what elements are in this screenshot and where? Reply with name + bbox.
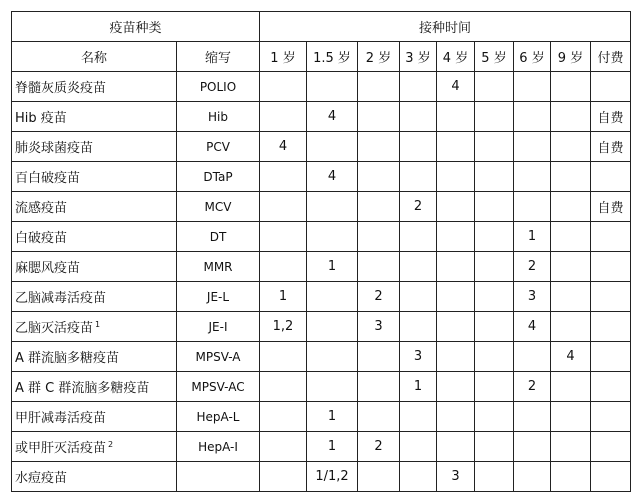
table-row bbox=[12, 432, 631, 462]
paid-cell bbox=[591, 222, 631, 252]
dose-cell bbox=[400, 462, 437, 492]
vaccine-abbr-cell: DT bbox=[177, 222, 260, 252]
dose-cell bbox=[260, 162, 307, 192]
dose-cell bbox=[475, 102, 514, 132]
dose-cell: 4 bbox=[307, 162, 358, 192]
dose-cell: 1 bbox=[307, 432, 358, 462]
paid-cell bbox=[591, 462, 631, 492]
dose-cell bbox=[551, 72, 591, 102]
vaccine-name: 流感疫苗 bbox=[15, 201, 68, 216]
table-row bbox=[12, 372, 631, 402]
vaccine-name-cell bbox=[12, 222, 177, 252]
table-row bbox=[12, 132, 631, 162]
dose-cell: 3 bbox=[400, 342, 437, 372]
vaccine-name: 肺炎球菌疫苗 bbox=[15, 141, 94, 156]
dose-cell: 4 bbox=[307, 102, 358, 132]
dose-cell bbox=[358, 72, 400, 102]
paid-cell bbox=[591, 282, 631, 312]
dose-cell bbox=[307, 312, 358, 342]
dose-cell bbox=[358, 402, 400, 432]
dose-cell bbox=[475, 282, 514, 312]
vaccine-schedule bbox=[11, 11, 631, 492]
dose-cell bbox=[475, 312, 514, 342]
dose-cell: 4 bbox=[551, 342, 591, 372]
dose-cell bbox=[551, 102, 591, 132]
dose-cell bbox=[475, 222, 514, 252]
vaccine-abbr-cell: POLIO bbox=[177, 72, 260, 102]
vaccine-name: 麻腮风疫苗 bbox=[15, 261, 81, 276]
dose-cell bbox=[400, 132, 437, 162]
vaccine-name: 或甲肝灭活疫苗 bbox=[15, 441, 107, 456]
dose-cell bbox=[475, 342, 514, 372]
dose-cell bbox=[551, 282, 591, 312]
vaccine-abbr-cell: HepA-I bbox=[177, 432, 260, 462]
dose-cell bbox=[358, 102, 400, 132]
vaccine-name-cell bbox=[12, 372, 177, 402]
vaccine-name-cell bbox=[12, 462, 177, 492]
table-row bbox=[12, 312, 631, 342]
header-row-top bbox=[12, 12, 631, 42]
footnote-marker: 2 bbox=[108, 440, 114, 449]
vaccine-abbr-cell: MPSV-AC bbox=[177, 372, 260, 402]
dose-cell bbox=[260, 192, 307, 222]
vaccine-abbr-cell: HepA-L bbox=[177, 402, 260, 432]
vaccine-abbr-cell: MPSV-A bbox=[177, 342, 260, 372]
dose-cell bbox=[400, 312, 437, 342]
dose-cell bbox=[551, 222, 591, 252]
dose-cell bbox=[514, 132, 551, 162]
vaccine-name-cell bbox=[12, 252, 177, 282]
dose-cell: 2 bbox=[514, 252, 551, 282]
dose-cell bbox=[551, 312, 591, 342]
dose-cell bbox=[307, 72, 358, 102]
paid-cell bbox=[591, 372, 631, 402]
dose-cell: 2 bbox=[400, 192, 437, 222]
dose-cell bbox=[437, 192, 475, 222]
age-column-header: 4 岁 bbox=[437, 42, 475, 72]
table-row bbox=[12, 222, 631, 252]
age-column-header: 9 岁 bbox=[551, 42, 591, 72]
vaccine-name-cell bbox=[12, 282, 177, 312]
dose-cell bbox=[475, 132, 514, 162]
dose-cell: 1 bbox=[260, 282, 307, 312]
dose-cell: 2 bbox=[358, 432, 400, 462]
vaccine-name-cell bbox=[12, 402, 177, 432]
dose-cell bbox=[307, 192, 358, 222]
table-row bbox=[12, 162, 631, 192]
dose-cell: 3 bbox=[514, 282, 551, 312]
table-row bbox=[12, 342, 631, 372]
dose-cell: 1 bbox=[307, 252, 358, 282]
table-row bbox=[12, 252, 631, 282]
vaccine-name-cell bbox=[12, 132, 177, 162]
dose-cell bbox=[260, 102, 307, 132]
dose-cell bbox=[358, 222, 400, 252]
vaccine-name-cell bbox=[12, 102, 177, 132]
dose-cell bbox=[475, 372, 514, 402]
dose-cell bbox=[400, 402, 437, 432]
dose-cell bbox=[437, 312, 475, 342]
vaccine-name: 乙脑灭活疫苗 bbox=[15, 321, 94, 336]
table-row bbox=[12, 402, 631, 432]
dose-cell bbox=[437, 102, 475, 132]
paid-cell: 自费 bbox=[591, 102, 631, 132]
vaccine-name-cell bbox=[12, 72, 177, 102]
dose-cell bbox=[437, 252, 475, 282]
dose-cell: 1/1,2 bbox=[307, 462, 358, 492]
vaccine-schedule-table bbox=[11, 11, 631, 492]
dose-cell bbox=[475, 252, 514, 282]
dose-cell bbox=[551, 252, 591, 282]
dose-cell: 1 bbox=[400, 372, 437, 402]
dose-cell bbox=[475, 462, 514, 492]
vaccine-types-header: 疫苗种类 bbox=[12, 12, 260, 42]
table-row bbox=[12, 282, 631, 312]
dose-cell: 1 bbox=[307, 402, 358, 432]
vaccine-abbr-cell: JE-L bbox=[177, 282, 260, 312]
dose-cell bbox=[358, 372, 400, 402]
dose-cell bbox=[437, 282, 475, 312]
vaccine-abbr-cell: PCV bbox=[177, 132, 260, 162]
dose-cell bbox=[551, 192, 591, 222]
dose-cell bbox=[400, 162, 437, 192]
dose-cell: 2 bbox=[358, 282, 400, 312]
dose-cell: 2 bbox=[514, 372, 551, 402]
dose-cell bbox=[475, 192, 514, 222]
dose-cell bbox=[260, 72, 307, 102]
dose-cell bbox=[514, 432, 551, 462]
dose-cell bbox=[307, 342, 358, 372]
dose-cell: 1,2 bbox=[260, 312, 307, 342]
age-column-header: 2 岁 bbox=[358, 42, 400, 72]
vaccine-name: 脊髓灰质炎疫苗 bbox=[15, 81, 107, 96]
age-column-header: 5 岁 bbox=[475, 42, 514, 72]
name-column-header: 名称 bbox=[12, 42, 177, 72]
abbr-column-header: 缩写 bbox=[177, 42, 260, 72]
dose-cell bbox=[551, 462, 591, 492]
age-column-header: 1 岁 bbox=[260, 42, 307, 72]
dose-cell bbox=[307, 222, 358, 252]
dose-cell bbox=[551, 132, 591, 162]
dose-cell bbox=[437, 432, 475, 462]
vaccine-abbr-cell: Hib bbox=[177, 102, 260, 132]
vaccine-name-cell bbox=[12, 162, 177, 192]
dose-cell bbox=[400, 282, 437, 312]
dose-cell bbox=[400, 222, 437, 252]
dose-cell bbox=[358, 192, 400, 222]
paid-cell: 自费 bbox=[591, 192, 631, 222]
dose-cell bbox=[400, 252, 437, 282]
dose-cell bbox=[475, 162, 514, 192]
vaccine-name: A 群流脑多糖疫苗 bbox=[15, 351, 120, 366]
table-body bbox=[12, 72, 631, 492]
dose-cell bbox=[358, 252, 400, 282]
schedule-header: 接种时间 bbox=[260, 12, 631, 42]
vaccine-abbr-cell: MMR bbox=[177, 252, 260, 282]
dose-cell bbox=[551, 372, 591, 402]
vaccine-abbr-cell: JE-I bbox=[177, 312, 260, 342]
dose-cell bbox=[358, 342, 400, 372]
dose-cell: 3 bbox=[437, 462, 475, 492]
dose-cell bbox=[437, 222, 475, 252]
dose-cell bbox=[260, 462, 307, 492]
vaccine-name-cell bbox=[12, 432, 177, 462]
paid-cell bbox=[591, 312, 631, 342]
dose-cell bbox=[437, 342, 475, 372]
paid-column-header: 付费 bbox=[591, 42, 631, 72]
dose-cell bbox=[400, 102, 437, 132]
dose-cell bbox=[551, 402, 591, 432]
vaccine-name: 甲肝减毒活疫苗 bbox=[15, 411, 107, 426]
dose-cell bbox=[260, 402, 307, 432]
vaccine-abbr-cell bbox=[177, 462, 260, 492]
dose-cell bbox=[551, 432, 591, 462]
vaccine-name: A 群 C 群流脑多糖疫苗 bbox=[15, 381, 150, 396]
dose-cell bbox=[358, 462, 400, 492]
dose-cell bbox=[307, 282, 358, 312]
dose-cell bbox=[260, 342, 307, 372]
dose-cell bbox=[307, 132, 358, 162]
age-column-header: 3 岁 bbox=[400, 42, 437, 72]
dose-cell bbox=[437, 132, 475, 162]
vaccine-name: 水痘疫苗 bbox=[15, 471, 68, 486]
dose-cell bbox=[400, 432, 437, 462]
dose-cell bbox=[514, 342, 551, 372]
dose-cell bbox=[260, 432, 307, 462]
paid-cell bbox=[591, 342, 631, 372]
dose-cell bbox=[514, 192, 551, 222]
dose-cell: 4 bbox=[514, 312, 551, 342]
paid-cell bbox=[591, 252, 631, 282]
dose-cell bbox=[475, 72, 514, 102]
vaccine-name: Hib 疫苗 bbox=[15, 111, 67, 126]
table-row bbox=[12, 102, 631, 132]
vaccine-name: 白破疫苗 bbox=[15, 231, 68, 246]
paid-cell bbox=[591, 72, 631, 102]
age-column-header: 1.5 岁 bbox=[307, 42, 358, 72]
dose-cell: 3 bbox=[358, 312, 400, 342]
dose-cell bbox=[437, 372, 475, 402]
vaccine-name: 百白破疫苗 bbox=[15, 171, 81, 186]
dose-cell bbox=[358, 132, 400, 162]
vaccine-name-cell bbox=[12, 312, 177, 342]
table-row bbox=[12, 462, 631, 492]
dose-cell bbox=[260, 252, 307, 282]
dose-cell: 4 bbox=[260, 132, 307, 162]
dose-cell bbox=[307, 372, 358, 402]
header-row-columns bbox=[12, 42, 631, 72]
table-row bbox=[12, 72, 631, 102]
dose-cell bbox=[514, 162, 551, 192]
dose-cell bbox=[514, 102, 551, 132]
dose-cell bbox=[437, 162, 475, 192]
dose-cell: 4 bbox=[437, 72, 475, 102]
age-column-header: 6 岁 bbox=[514, 42, 551, 72]
dose-cell bbox=[475, 432, 514, 462]
dose-cell bbox=[358, 162, 400, 192]
dose-cell bbox=[514, 402, 551, 432]
vaccine-name-cell bbox=[12, 192, 177, 222]
dose-cell bbox=[260, 372, 307, 402]
vaccine-abbr-cell: MCV bbox=[177, 192, 260, 222]
dose-cell bbox=[475, 402, 514, 432]
footnote-marker: 1 bbox=[95, 320, 101, 329]
paid-cell bbox=[591, 162, 631, 192]
vaccine-name-cell bbox=[12, 342, 177, 372]
dose-cell bbox=[514, 462, 551, 492]
dose-cell bbox=[437, 402, 475, 432]
dose-cell: 1 bbox=[514, 222, 551, 252]
dose-cell bbox=[260, 222, 307, 252]
dose-cell bbox=[400, 72, 437, 102]
paid-cell: 自费 bbox=[591, 132, 631, 162]
paid-cell bbox=[591, 432, 631, 462]
vaccine-abbr-cell: DTaP bbox=[177, 162, 260, 192]
dose-cell bbox=[551, 162, 591, 192]
dose-cell bbox=[514, 72, 551, 102]
paid-cell bbox=[591, 402, 631, 432]
table-row bbox=[12, 192, 631, 222]
vaccine-name: 乙脑减毒活疫苗 bbox=[15, 291, 107, 306]
